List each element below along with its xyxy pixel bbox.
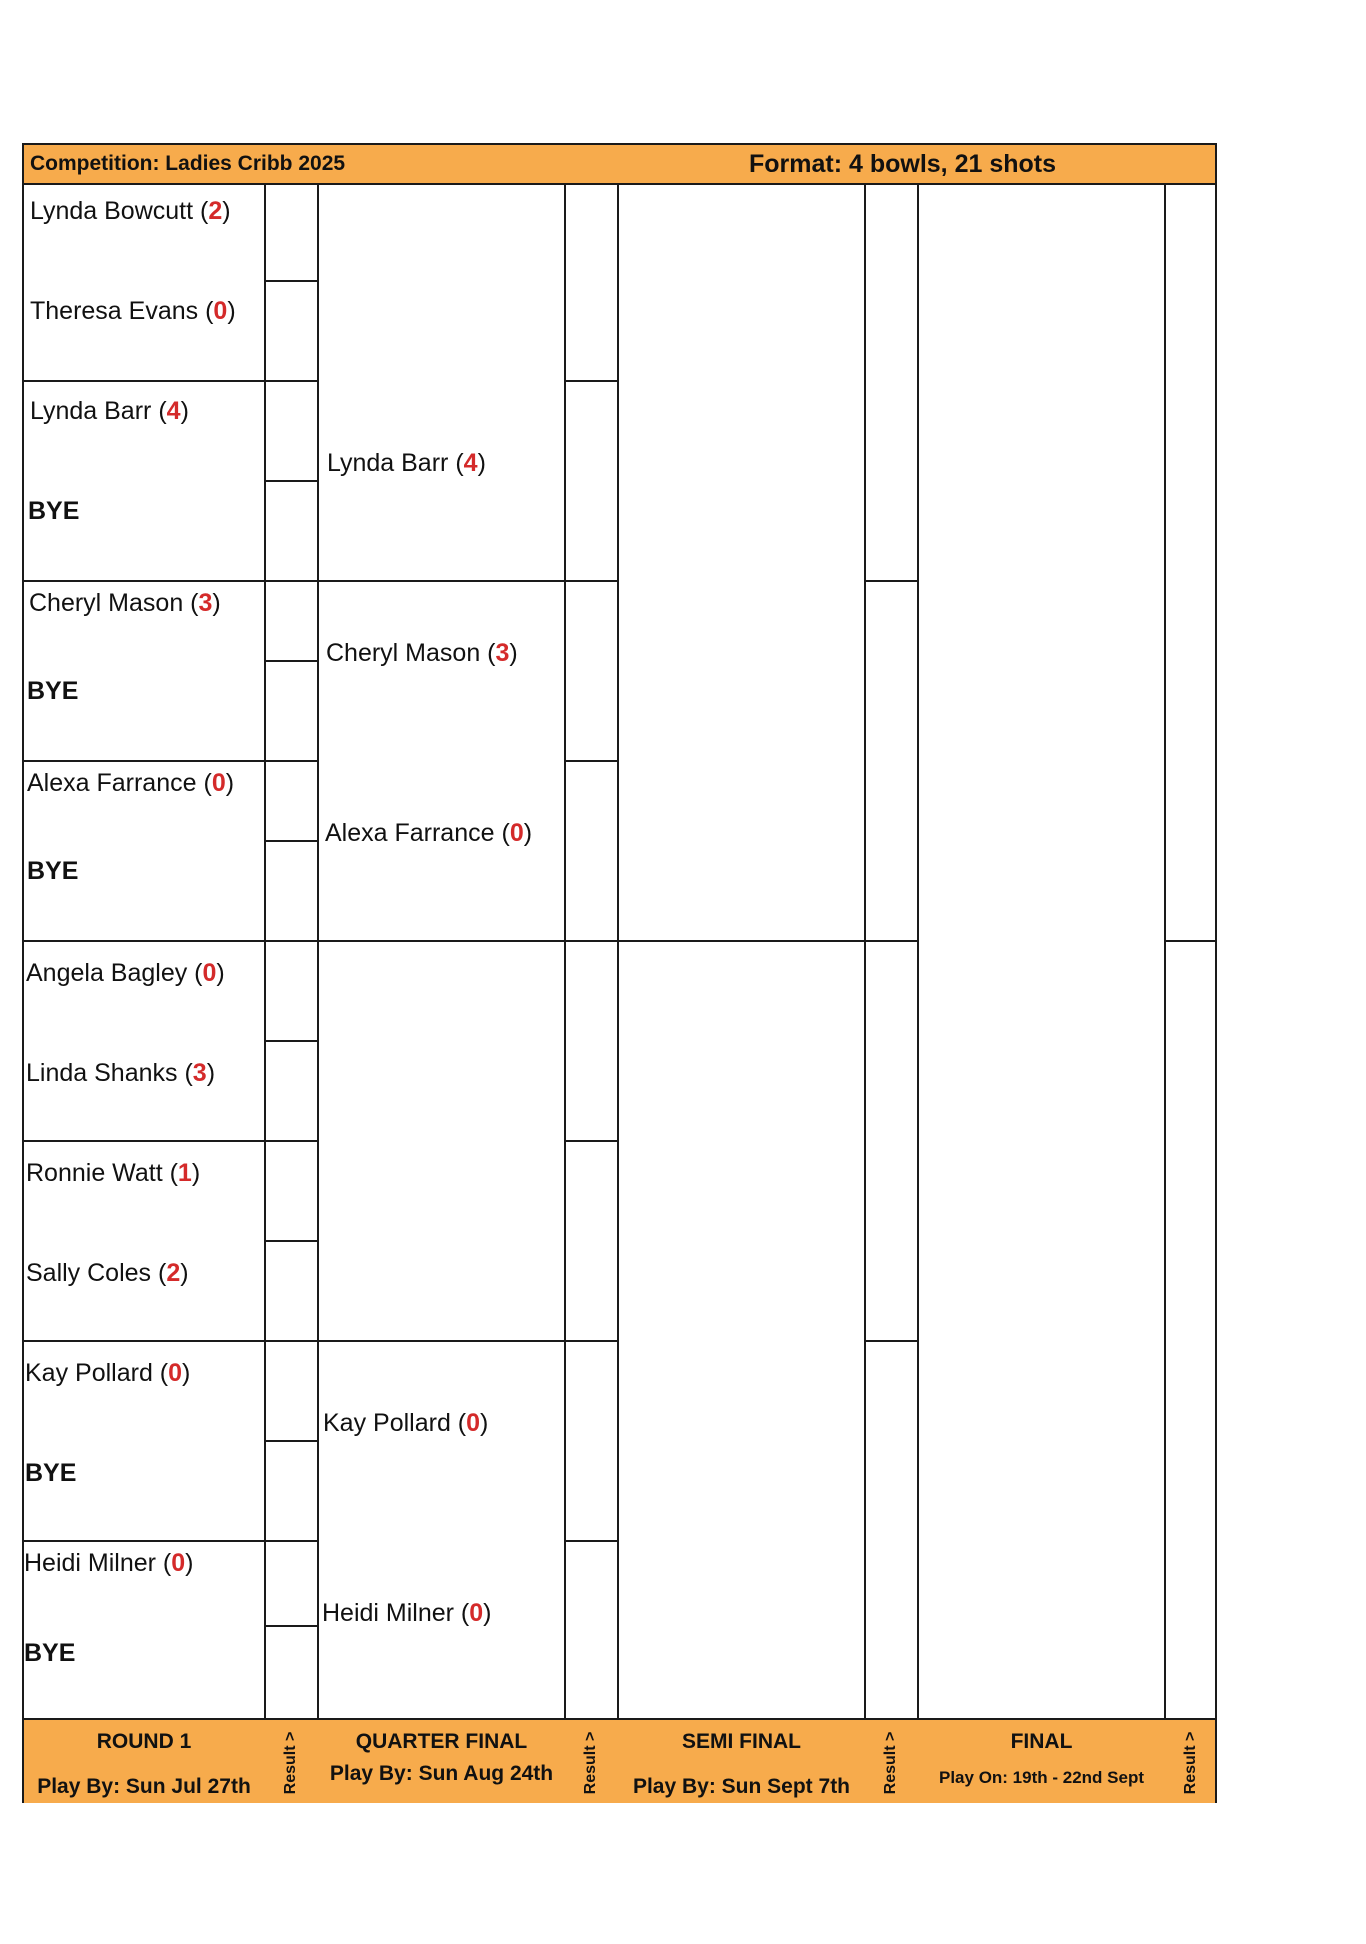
r1-player: Ronnie Watt (1): [26, 1159, 201, 1187]
r1-match-divider: [24, 1140, 319, 1142]
qf-match-divider: [317, 580, 619, 582]
final-result-tick: [1164, 940, 1217, 942]
sf-date: Play By: Sun Sept 7th: [632, 1775, 851, 1798]
r1-bye: BYE: [27, 677, 79, 705]
r1-match-divider: [24, 580, 319, 582]
r1-bye: BYE: [24, 1639, 76, 1667]
round1-date: Play By: Sun Jul 27th: [37, 1775, 251, 1798]
r1-bye: BYE: [28, 497, 80, 525]
qf-match-divider: [317, 1340, 619, 1342]
qf-player: Alexa Farrance (0): [325, 819, 533, 847]
col-divider-qf: [564, 185, 566, 1720]
r1-player: Lynda Barr (4): [30, 397, 189, 425]
qf-title: QUARTER FINAL: [355, 1730, 528, 1753]
r1-match-divider: [24, 760, 319, 762]
draw-sheet: [22, 143, 1217, 1803]
result-label: Result >: [1182, 1731, 1199, 1794]
r1-result-tick: [264, 280, 317, 282]
r1-player: Linda Shanks (3): [26, 1059, 216, 1087]
header-bar: [24, 145, 1215, 185]
sf-result-tick: [864, 1340, 917, 1342]
qf-footer: [319, 1720, 564, 1805]
sf-footer: [619, 1720, 864, 1805]
r1-match-divider: [24, 1340, 319, 1342]
r1-result-tick: [264, 480, 317, 482]
format-label: Format: 4 bowls, 21 shots: [749, 150, 1057, 178]
r1-match-divider: [24, 940, 319, 942]
round1-footer: [24, 1720, 264, 1805]
r1-player: Alexa Farrance (0): [27, 769, 235, 797]
r1-player: Heidi Milner (0): [24, 1549, 194, 1577]
final-footer: [919, 1720, 1164, 1805]
r1-result-tick: [264, 1240, 317, 1242]
result-label: Result >: [582, 1731, 599, 1794]
qf-match-divider: [317, 940, 619, 942]
r1-player: Kay Pollard (0): [25, 1359, 191, 1387]
qf-result-tick: [564, 1140, 617, 1142]
r1-result-tick: [264, 840, 317, 842]
r1-result-tick: [264, 660, 317, 662]
r1-player: Theresa Evans (0): [30, 297, 236, 325]
footer-bar: [24, 1718, 1215, 1803]
col-divider-qf-result: [617, 185, 619, 1720]
col-divider-final: [1164, 185, 1166, 1720]
qf-result-tick: [564, 760, 617, 762]
final-title: FINAL: [1010, 1730, 1073, 1753]
r1-bye: BYE: [27, 857, 79, 885]
r1-result-tick: [264, 1040, 317, 1042]
r1-player: Cheryl Mason (3): [29, 589, 221, 617]
r1-result-tick: [264, 1625, 317, 1627]
qf-player: Lynda Barr (4): [327, 449, 486, 477]
col-divider-r1-result: [317, 185, 319, 1720]
qf-player: Cheryl Mason (3): [326, 639, 518, 667]
r1-player: Lynda Bowcutt (2): [30, 197, 231, 225]
r1-bye: BYE: [25, 1459, 77, 1487]
r1-match-divider: [24, 380, 319, 382]
qf-player: Heidi Milner (0): [322, 1599, 492, 1627]
competition-label: Competition: Ladies Cribb 2025: [30, 152, 346, 175]
qf-result-tick: [564, 380, 617, 382]
r1-player: Angela Bagley (0): [26, 959, 225, 987]
qf-player: Kay Pollard (0): [323, 1409, 489, 1437]
sf-title: SEMI FINAL: [682, 1730, 801, 1753]
round1-title: ROUND 1: [96, 1730, 192, 1753]
col-divider-sf-result: [917, 185, 919, 1720]
r1-match-divider: [24, 1540, 319, 1542]
qf-date: Play By: Sun Aug 24th: [329, 1762, 554, 1785]
result-label: Result >: [282, 1731, 299, 1794]
col-divider-r1: [264, 185, 266, 1720]
r1-player: Sally Coles (2): [26, 1259, 189, 1287]
final-date: Play On: 19th - 22nd Sept: [939, 1768, 1144, 1787]
sf-result-tick: [864, 580, 917, 582]
sf-match-divider: [617, 940, 919, 942]
col-divider-sf: [864, 185, 866, 1720]
qf-result-tick: [564, 1540, 617, 1542]
result-label: Result >: [882, 1731, 899, 1794]
r1-result-tick: [264, 1440, 317, 1442]
